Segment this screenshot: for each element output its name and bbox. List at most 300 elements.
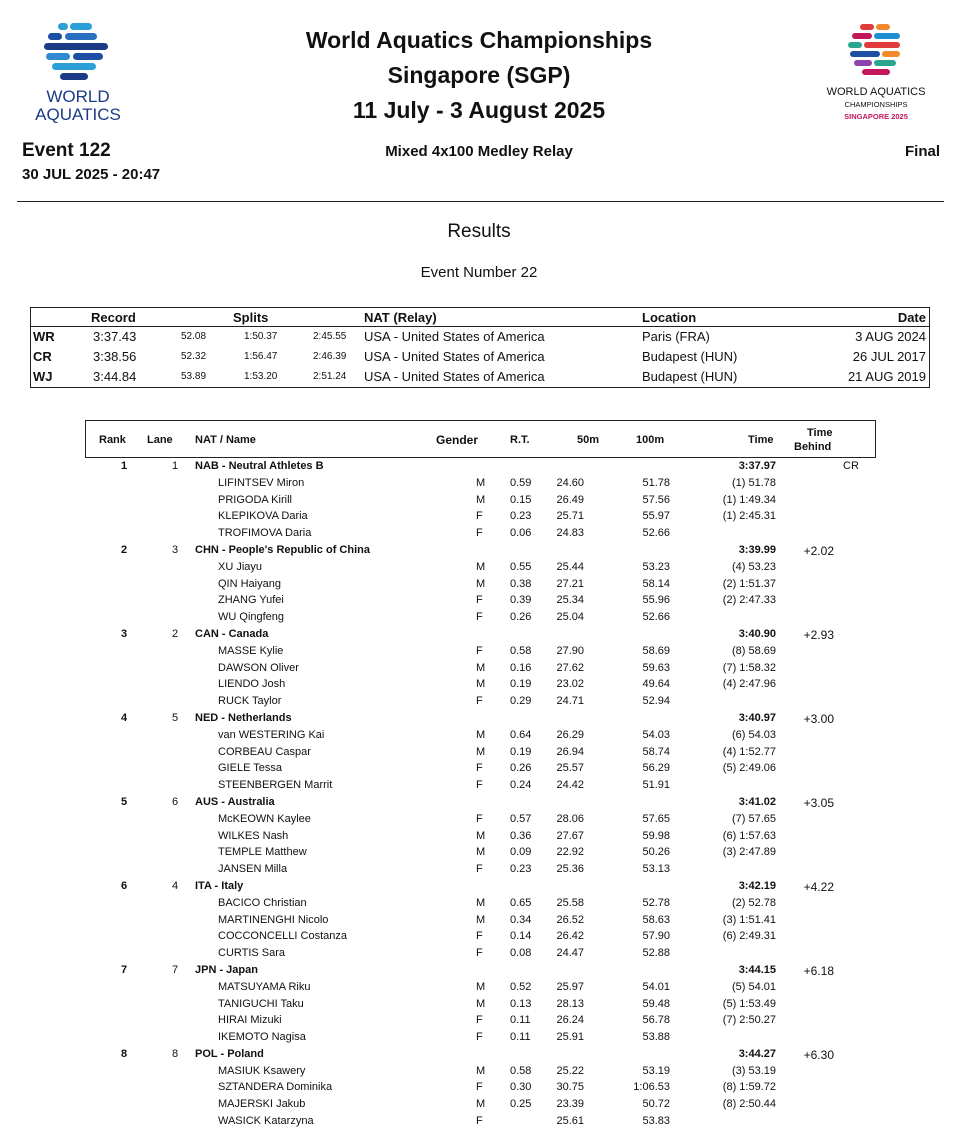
swimmer-50m: 25.36 [556, 863, 584, 876]
swimmer-name: XU Jiayu [218, 560, 263, 573]
swimmer-row [0, 1063, 958, 1080]
section-title: Results [447, 221, 511, 242]
swimmer-row [0, 744, 958, 761]
swimmer-50m: 26.42 [556, 930, 584, 943]
swimmer-50m: 27.62 [556, 661, 584, 674]
swimmer-rt: 0.39 [510, 594, 532, 607]
swimmer-100m: 52.66 [642, 527, 670, 540]
swimmer-split: (6) 1:57.63 [722, 829, 776, 842]
team-lane: 5 [172, 711, 179, 724]
record-row [31, 367, 929, 387]
swimmer-gender: F [476, 611, 483, 624]
swimmer-50m: 30.75 [556, 1081, 584, 1094]
swimmer-row [0, 996, 958, 1013]
col-lane: Lane [147, 434, 173, 446]
swimmer-row [0, 1113, 958, 1130]
results-body [0, 458, 958, 1130]
record-date: 21 AUG 2019 [847, 369, 926, 384]
swimmer-rt: 0.59 [510, 476, 532, 489]
swimmer-rt: 0.06 [510, 527, 532, 540]
swimmer-100m: 56.78 [642, 1014, 670, 1027]
swimmer-50m: 26.94 [556, 745, 584, 758]
team-time: 3:40.90 [738, 627, 776, 640]
swimmer-gender: M [476, 913, 486, 926]
swimmer-name: GIELE Tessa [218, 762, 282, 775]
swimmer-gender: M [476, 997, 486, 1010]
event-phase: Final [904, 143, 940, 160]
swimmer-50m: 27.67 [556, 829, 584, 842]
record-split-1: 52.08 [181, 331, 207, 342]
swimmer-name: van WESTERING Kai [218, 728, 325, 741]
swimmer-gender: M [476, 678, 486, 691]
swimmer-rt: 0.36 [510, 829, 532, 842]
team-name: CHN - People's Republic of China [195, 543, 370, 556]
team-rank: 3 [121, 627, 128, 640]
swimmer-50m: 25.22 [556, 1064, 584, 1077]
team-time: 3:42.19 [738, 879, 776, 892]
swimmer-50m: 25.34 [556, 594, 584, 607]
swimmer-row [0, 643, 958, 660]
team-rank: 5 [121, 795, 128, 808]
swimmer-50m: 24.60 [556, 476, 584, 489]
swimmer-row [0, 1029, 958, 1046]
swimmer-50m: 25.91 [556, 1031, 584, 1044]
swimmer-row [0, 979, 958, 996]
swimmer-gender: F [476, 930, 483, 943]
swimmer-rt: 0.64 [510, 728, 532, 741]
swimmer-name: WASICK Katarzyna [218, 1115, 314, 1128]
swimmer-name: WU Qingfeng [218, 611, 285, 624]
swimmer-100m: 50.72 [642, 1098, 670, 1111]
swimmer-50m: 28.13 [556, 997, 584, 1010]
swimmer-name: KLEPIKOVA Daria [218, 510, 308, 523]
right-logo-line3: SINGAPORE 2025 [844, 112, 908, 121]
swimmer-split: (8) 58.69 [731, 644, 776, 657]
swimmer-name: SZTANDERA Dominika [218, 1081, 333, 1094]
swimmer-row [0, 609, 958, 626]
col-time-behind-1: Time [807, 427, 833, 439]
swimmer-rt: 0.26 [510, 762, 532, 775]
swimmer-50m: 25.58 [556, 896, 584, 909]
swimmer-rt: 0.38 [510, 577, 532, 590]
swimmer-rt: 0.09 [510, 846, 532, 859]
team-time: 3:41.02 [738, 795, 776, 808]
swimmer-row [0, 727, 958, 744]
swimmer-gender: M [476, 1064, 486, 1077]
swimmer-gender: F [476, 695, 483, 708]
swimmer-gender: M [476, 1098, 486, 1111]
col-time-behind-2: Behind [794, 441, 832, 453]
record-nat: USA - United States of America [364, 349, 545, 364]
swimmer-split: (7) 2:50.27 [722, 1014, 776, 1027]
swimmer-100m: 53.19 [642, 1064, 670, 1077]
swimmer-rt: 0.25 [510, 1098, 532, 1111]
swimmer-rt: 0.58 [510, 1064, 532, 1077]
swimmer-gender: M [476, 493, 486, 506]
team-rank: 4 [121, 711, 128, 724]
team-lane: 4 [172, 879, 179, 892]
swimmer-50m: 25.61 [556, 1115, 584, 1128]
swimmer-50m: 25.57 [556, 762, 584, 775]
team-rank: 8 [121, 1047, 128, 1060]
record-date: 26 JUL 2017 [852, 349, 926, 364]
swimmer-100m: 58.74 [642, 745, 670, 758]
swimmer-name: RUCK Taylor [218, 695, 282, 708]
swimmer-50m: 27.21 [556, 577, 584, 590]
swimmer-split: (2) 1:51.37 [722, 577, 776, 590]
swimmer-split: (2) 52.78 [731, 896, 776, 909]
swimmer-50m: 26.29 [556, 728, 584, 741]
swimmer-row [0, 861, 958, 878]
swimmer-name: LIENDO Josh [218, 678, 286, 691]
swimmer-50m: 24.83 [556, 527, 584, 540]
swimmer-100m: 50.26 [642, 846, 670, 859]
team-rank: 7 [121, 963, 128, 976]
swimmer-50m: 28.06 [556, 812, 584, 825]
swimmer-gender: F [476, 1081, 483, 1094]
swimmer-split: (1) 1:49.34 [722, 493, 776, 506]
record-location: Budapest (HUN) [642, 349, 738, 364]
record-code: CR [33, 349, 52, 364]
swimmer-rt: 0.65 [510, 896, 532, 909]
results-header [85, 420, 876, 458]
swimmer-gender: M [476, 577, 486, 590]
team-time: 3:40.97 [738, 711, 776, 724]
swimmer-row [0, 1079, 958, 1096]
swimmer-row [0, 508, 958, 525]
championship-title: World Aquatics Championships [305, 27, 653, 53]
swimmer-gender: F [476, 644, 483, 657]
swimmer-gender: M [476, 745, 486, 758]
swimmer-name: IKEMOTO Nagisa [218, 1031, 306, 1044]
swimmer-rt: 0.58 [510, 644, 532, 657]
team-time-behind: +2.02 [803, 543, 834, 558]
host-city: Singapore (SGP) [387, 62, 571, 88]
swimmer-50m: 26.52 [556, 913, 584, 926]
swimmer-50m: 25.71 [556, 510, 584, 523]
swimmer-100m: 52.88 [642, 947, 670, 960]
swimmer-name: COCCONCELLI Costanza [218, 930, 347, 943]
swimmer-split: (7) 57.65 [731, 812, 776, 825]
swimmer-100m: 59.48 [642, 997, 670, 1010]
swimmer-rt: 0.23 [510, 510, 532, 523]
swimmer-50m: 22.92 [556, 846, 584, 859]
event-datetime: 30 JUL 2025 - 20:47 [22, 166, 161, 183]
records-header-splits: Splits [233, 310, 269, 325]
swimmer-name: McKEOWN Kaylee [218, 812, 311, 825]
record-split-1: 52.32 [181, 351, 207, 362]
swimmer-100m: 58.69 [642, 644, 670, 657]
swimmer-name: TEMPLE Matthew [218, 846, 307, 859]
swimmer-name: JANSEN Milla [218, 863, 288, 876]
swimmer-100m: 1:06.53 [633, 1081, 670, 1094]
team-name: NAB - Neutral Athletes B [195, 460, 324, 472]
swimmer-rt: 0.15 [510, 493, 532, 506]
swimmer-name: TROFIMOVA Daria [218, 527, 312, 540]
swimmer-row [0, 895, 958, 912]
swimmer-split: (5) 2:49.06 [722, 762, 776, 775]
swimmer-50m: 24.71 [556, 695, 584, 708]
swimmer-50m: 27.90 [556, 644, 584, 657]
team-name: NED - Netherlands [195, 711, 292, 724]
swimmer-gender: M [476, 728, 486, 741]
record-row [31, 327, 929, 347]
swimmer-100m: 53.23 [642, 560, 670, 573]
records-header-record: Record [91, 310, 136, 325]
swimmer-rt: 0.55 [510, 560, 532, 573]
swimmer-row [0, 1012, 958, 1029]
team-lane: 1 [172, 460, 179, 472]
swimmer-split: (4) 2:47.96 [722, 678, 776, 691]
swimmer-rt: 0.19 [510, 745, 532, 758]
swimmer-split: (8) 2:50.44 [722, 1098, 776, 1111]
swimmer-split: (5) 1:53.49 [722, 997, 776, 1010]
record-split-1: 53.89 [181, 371, 207, 382]
swimmer-name: TANIGUCHI Taku [218, 997, 304, 1010]
swimmer-split: (3) 2:47.89 [722, 846, 776, 859]
team-row [0, 710, 958, 727]
swimmer-name: QIN Haiyang [218, 577, 281, 590]
swimmer-row [0, 660, 958, 677]
swimmer-100m: 57.65 [642, 812, 670, 825]
swimmer-rt: 0.29 [510, 695, 532, 708]
swimmer-row [0, 592, 958, 609]
swimmer-50m: 23.02 [556, 678, 584, 691]
record-split-3: 2:51.24 [313, 371, 347, 382]
record-time: 3:38.56 [93, 349, 137, 364]
col-nat-name: NAT / Name [195, 434, 256, 446]
records-header-location: Location [642, 310, 697, 325]
record-split-2: 1:53.20 [244, 371, 278, 382]
team-rank: 2 [121, 543, 128, 556]
team-time-behind: +3.00 [803, 711, 834, 726]
swimmer-row [0, 693, 958, 710]
swimmer-gender: F [476, 1014, 483, 1027]
records-table [30, 307, 930, 388]
swimmer-gender: M [476, 896, 486, 909]
swimmer-split: (6) 54.03 [731, 728, 776, 741]
right-logo-line2: CHAMPIONSHIPS [844, 100, 908, 109]
swimmer-rt: 0.30 [510, 1081, 532, 1094]
header-divider [17, 201, 944, 202]
team-rank: 6 [121, 879, 128, 892]
swimmer-100m: 54.01 [642, 980, 670, 993]
team-name: POL - Poland [195, 1047, 264, 1060]
swimmer-50m: 23.39 [556, 1098, 584, 1111]
records-header-date: Date [897, 310, 926, 325]
team-lane: 2 [172, 627, 179, 640]
swimmer-row [0, 811, 958, 828]
team-time-behind: +6.30 [803, 1047, 834, 1062]
record-nat: USA - United States of America [364, 329, 545, 344]
swimmer-rt: 0.16 [510, 661, 532, 674]
swimmer-row [0, 475, 958, 492]
team-name: AUS - Australia [195, 795, 275, 808]
swimmer-100m: 52.94 [642, 695, 670, 708]
swimmer-split: (4) 53.23 [731, 560, 776, 573]
team-time: 3:39.99 [738, 543, 776, 556]
swimmer-gender: F [476, 863, 483, 876]
swimmer-rt: 0.26 [510, 611, 532, 624]
record-location: Paris (FRA) [642, 329, 710, 344]
left-logo-word2: AQUATICS [35, 105, 121, 124]
team-lane: 6 [172, 795, 179, 808]
swimmer-row [0, 945, 958, 962]
swimmer-split: (5) 54.01 [731, 980, 776, 993]
record-time: 3:44.84 [93, 369, 137, 384]
records-header-nat: NAT (Relay) [364, 310, 437, 325]
record-location: Budapest (HUN) [642, 369, 738, 384]
swimmer-row [0, 844, 958, 861]
swimmer-100m: 53.13 [642, 863, 670, 876]
col-100m: 100m [636, 434, 665, 446]
team-time-behind: +4.22 [803, 879, 834, 894]
right-logo-line1: WORLD AQUATICS [826, 86, 926, 98]
swimmer-100m: 58.63 [642, 913, 670, 926]
swimmer-name: WILKES Nash [218, 829, 289, 842]
swimmer-name: STEENBERGEN Marrit [218, 779, 333, 792]
swimmer-rt: 0.34 [510, 913, 532, 926]
team-lane: 3 [172, 543, 179, 556]
swimmer-gender: F [476, 779, 483, 792]
team-time-behind: +3.05 [803, 795, 834, 810]
swimmer-gender: F [476, 527, 483, 540]
swimmer-row [0, 912, 958, 929]
team-time-behind: +2.93 [803, 627, 834, 642]
team-row [0, 1046, 958, 1063]
swimmer-row [0, 576, 958, 593]
swimmer-split: (3) 1:51.41 [722, 913, 776, 926]
record-date: 3 AUG 2024 [855, 329, 926, 344]
swimmer-100m: 58.14 [642, 577, 670, 590]
team-rank: 1 [121, 460, 128, 472]
record-split-2: 1:56.47 [244, 351, 278, 362]
swimmer-100m: 56.29 [642, 762, 670, 775]
team-lane: 7 [172, 963, 179, 976]
swimmer-row [0, 525, 958, 542]
swimmer-rt: 0.08 [510, 947, 532, 960]
swimmer-gender: F [476, 1115, 483, 1128]
swimmer-100m: 51.91 [642, 779, 670, 792]
swimmer-50m: 26.24 [556, 1014, 584, 1027]
swimmer-gender: M [476, 980, 486, 993]
swimmer-name: MAJERSKI Jakub [218, 1098, 306, 1111]
record-split-3: 2:46.39 [313, 351, 347, 362]
swimmer-rt: 0.23 [510, 863, 532, 876]
swimmer-100m: 57.56 [642, 493, 670, 506]
swimmer-rt: 0.11 [510, 1031, 531, 1044]
team-time: 3:44.15 [738, 963, 776, 976]
swimmer-100m: 59.63 [642, 661, 670, 674]
swimmer-row [0, 676, 958, 693]
team-row [0, 542, 958, 559]
swimmer-50m: 25.44 [556, 560, 584, 573]
col-50m: 50m [577, 434, 600, 446]
swimmer-gender: F [476, 1031, 483, 1044]
swimmer-row [0, 928, 958, 945]
team-name: JPN - Japan [195, 963, 258, 976]
swimmer-name: MASSE Kylie [218, 644, 284, 657]
swimmer-100m: 51.78 [642, 476, 670, 489]
swimmer-gender: M [476, 476, 486, 489]
swimmer-split: (1) 2:45.31 [722, 510, 776, 523]
swimmer-gender: M [476, 829, 486, 842]
swimmer-100m: 55.96 [642, 594, 670, 607]
team-time: 3:37.97 [738, 460, 776, 472]
team-row [0, 962, 958, 979]
swimmer-100m: 59.98 [642, 829, 670, 842]
col-time: Time [748, 434, 774, 446]
record-code: WJ [33, 369, 53, 384]
swimmer-gender: F [476, 594, 483, 607]
swimmer-rt: 0.57 [510, 812, 532, 825]
team-record: CR [843, 460, 859, 472]
swimmer-name: MATSUYAMA Riku [218, 980, 311, 993]
record-nat: USA - United States of America [364, 369, 545, 384]
swimmer-row [0, 777, 958, 794]
record-time: 3:37.43 [93, 329, 137, 344]
swimmer-gender: M [476, 560, 486, 573]
swimmer-100m: 53.88 [642, 1031, 670, 1044]
swimmer-rt: 0.14 [510, 930, 532, 943]
swimmer-50m: 24.47 [556, 947, 584, 960]
swimmer-rt: 0.19 [510, 678, 532, 691]
swimmer-name: LIFINTSEV Miron [218, 476, 305, 489]
team-lane: 8 [172, 1047, 179, 1060]
swimmer-split: (4) 1:52.77 [722, 745, 776, 758]
swimmer-name: CORBEAU Caspar [218, 745, 311, 758]
event-name: Event 122 [22, 140, 111, 161]
swimmer-50m: 25.97 [556, 980, 584, 993]
swimmer-gender: F [476, 812, 483, 825]
swimmer-row [0, 828, 958, 845]
swimmer-gender: M [476, 846, 486, 859]
swimmer-rt: 0.24 [510, 779, 532, 792]
swimmer-rt: 0.11 [510, 1014, 531, 1027]
record-code: WR [33, 329, 55, 344]
swimmer-rt: 0.13 [510, 997, 532, 1010]
swimmer-gender: M [476, 661, 486, 674]
swimmer-name: MASIUK Ksawery [218, 1064, 306, 1077]
swimmer-name: ZHANG Yufei [218, 594, 284, 607]
championship-dates: 11 July - 3 August 2025 [352, 97, 606, 123]
swimmer-name: DAWSON Oliver [218, 661, 299, 674]
swimmer-row [0, 559, 958, 576]
team-row [0, 878, 958, 895]
col-rt: R.T. [510, 434, 530, 446]
swimmer-name: HIRAI Mizuki [218, 1014, 282, 1027]
team-row [0, 794, 958, 811]
team-name: ITA - Italy [195, 879, 244, 892]
col-rank: Rank [99, 434, 126, 446]
swimmer-split: (7) 1:58.32 [722, 661, 776, 674]
team-name: CAN - Canada [195, 627, 269, 640]
records-header-row [31, 308, 929, 327]
team-time-behind: +6.18 [803, 963, 834, 978]
event-title: Mixed 4x100 Medley Relay [385, 143, 573, 160]
swimmer-gender: F [476, 510, 483, 523]
swimmer-split: (6) 2:49.31 [722, 930, 776, 943]
swimmer-split: (1) 51.78 [731, 476, 776, 489]
swimmer-100m: 57.90 [642, 930, 670, 943]
swimmer-name: CURTIS Sara [218, 947, 286, 960]
swimmer-50m: 26.49 [556, 493, 584, 506]
record-split-3: 2:45.55 [313, 331, 347, 342]
swimmer-50m: 25.04 [556, 611, 584, 624]
left-logo-word1: WORLD [46, 87, 110, 106]
record-split-2: 1:50.37 [244, 331, 278, 342]
team-row [0, 458, 958, 475]
